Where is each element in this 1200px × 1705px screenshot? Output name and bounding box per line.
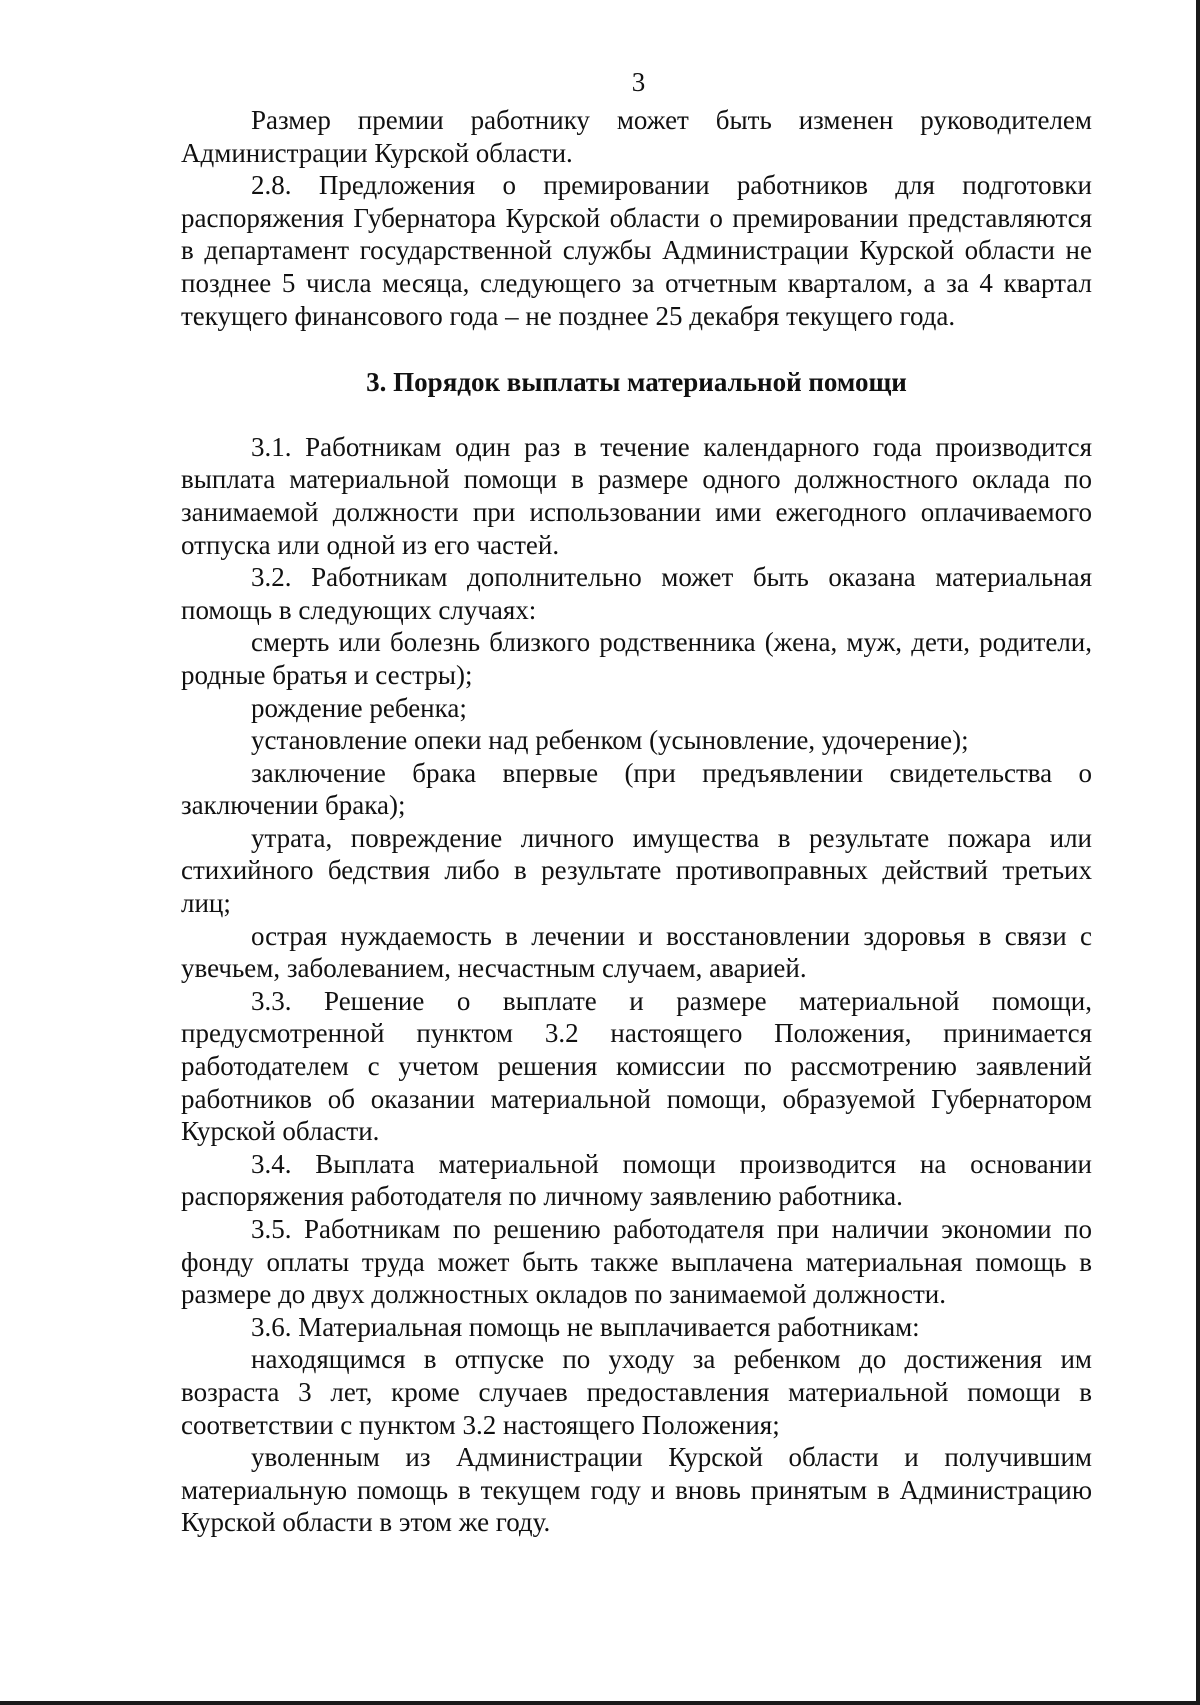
paragraph-3-1: 3.1. Работникам один раз в течение календарного года производится выплата материальной помощи в размере одного должностного оклада по занимаемой должности при использовании ими ежегодного оплачиваемого отпуска или одной из его частей.: [181, 431, 1092, 560]
list-item-child-birth: рождение ребенка;: [251, 692, 467, 723]
section-3-heading: 3. Порядок выплаты материальной помощи: [366, 367, 907, 398]
paragraph-3-2: 3.2. Работникам дополнительно может быть оказана материальная помощь в следующих случаях:: [181, 562, 1092, 625]
paragraph-premium-change: Размер премии работнику может быть изменен руководителем Администрации Курской области.: [181, 105, 1092, 168]
paragraph-3-6: 3.6. Материальная помощь не выплачивается работникам:: [251, 1311, 920, 1342]
list-item-guardianship: установление опеки над ребенком (усыновление, удочерение);: [251, 725, 969, 756]
list-item-medical-need: острая нуждаемость в лечении и восстановлении здоровья в связи с увечьем, заболеванием, несчастным случаем, аварией.: [181, 920, 1092, 984]
list-item-death-illness: смерть или болезнь близкого родственника (жена, муж, дети, родители, родные братья и сестры);: [181, 627, 1092, 690]
list-item-parental-leave: находящимся в отпуске по уходу за ребенком до достижения им возраста 3 лет, кроме случаев предоставления материальной помощи в соответствии с пунктом 3.2 настоящего Положения;: [181, 1344, 1092, 1440]
paragraph-3-4: 3.4. Выплата материальной помощи производится на основании распоряжения работодателя по личному заявлению работника.: [181, 1148, 1092, 1212]
paragraph-2-8: 2.8. Предложения о премировании работников для подготовки распоряжения Губернатора Курской области о премировании представляются в департамент государственной службы Администрации Курской области не позднее 5 числа месяца, следующего за отчетным кварталом, а за 4 квартал текущего финансового года – не позднее 25 декабря текущего года.: [181, 170, 1092, 331]
list-item-marriage: заключение брака впервые (при предъявлении свидетельства о заключении брака);: [181, 757, 1092, 821]
list-item-dismissed-rehired: уволенным из Администрации Курской области и получившим материальную помощь в текущем году и вновь принятым в Администрацию Курской области в этом же году.: [181, 1442, 1092, 1538]
list-item-property-loss: утрата, повреждение личного имущества в результате пожара или стихийного бедствия либо в результате противоправных действий третьих лиц;: [181, 822, 1092, 919]
page-number: 3: [631, 67, 646, 97]
paragraph-3-5: 3.5. Работникам по решению работодателя при наличии экономии по фонду оплаты труда может быть также выплачена материальная помощь в размере до двух должностных окладов по занимаемой должности.: [181, 1214, 1092, 1310]
paragraph-3-3: 3.3. Решение о выплате и размере материальной помощи, предусмотренной пунктом 3.2 настоящего Положения, принимается работодателем с учетом решения комиссии по рассмотрению заявлений работников об оказании материальной помощи, образуемой Губернатором Курской области.: [181, 985, 1092, 1147]
document-page: [181, 62, 1092, 1539]
